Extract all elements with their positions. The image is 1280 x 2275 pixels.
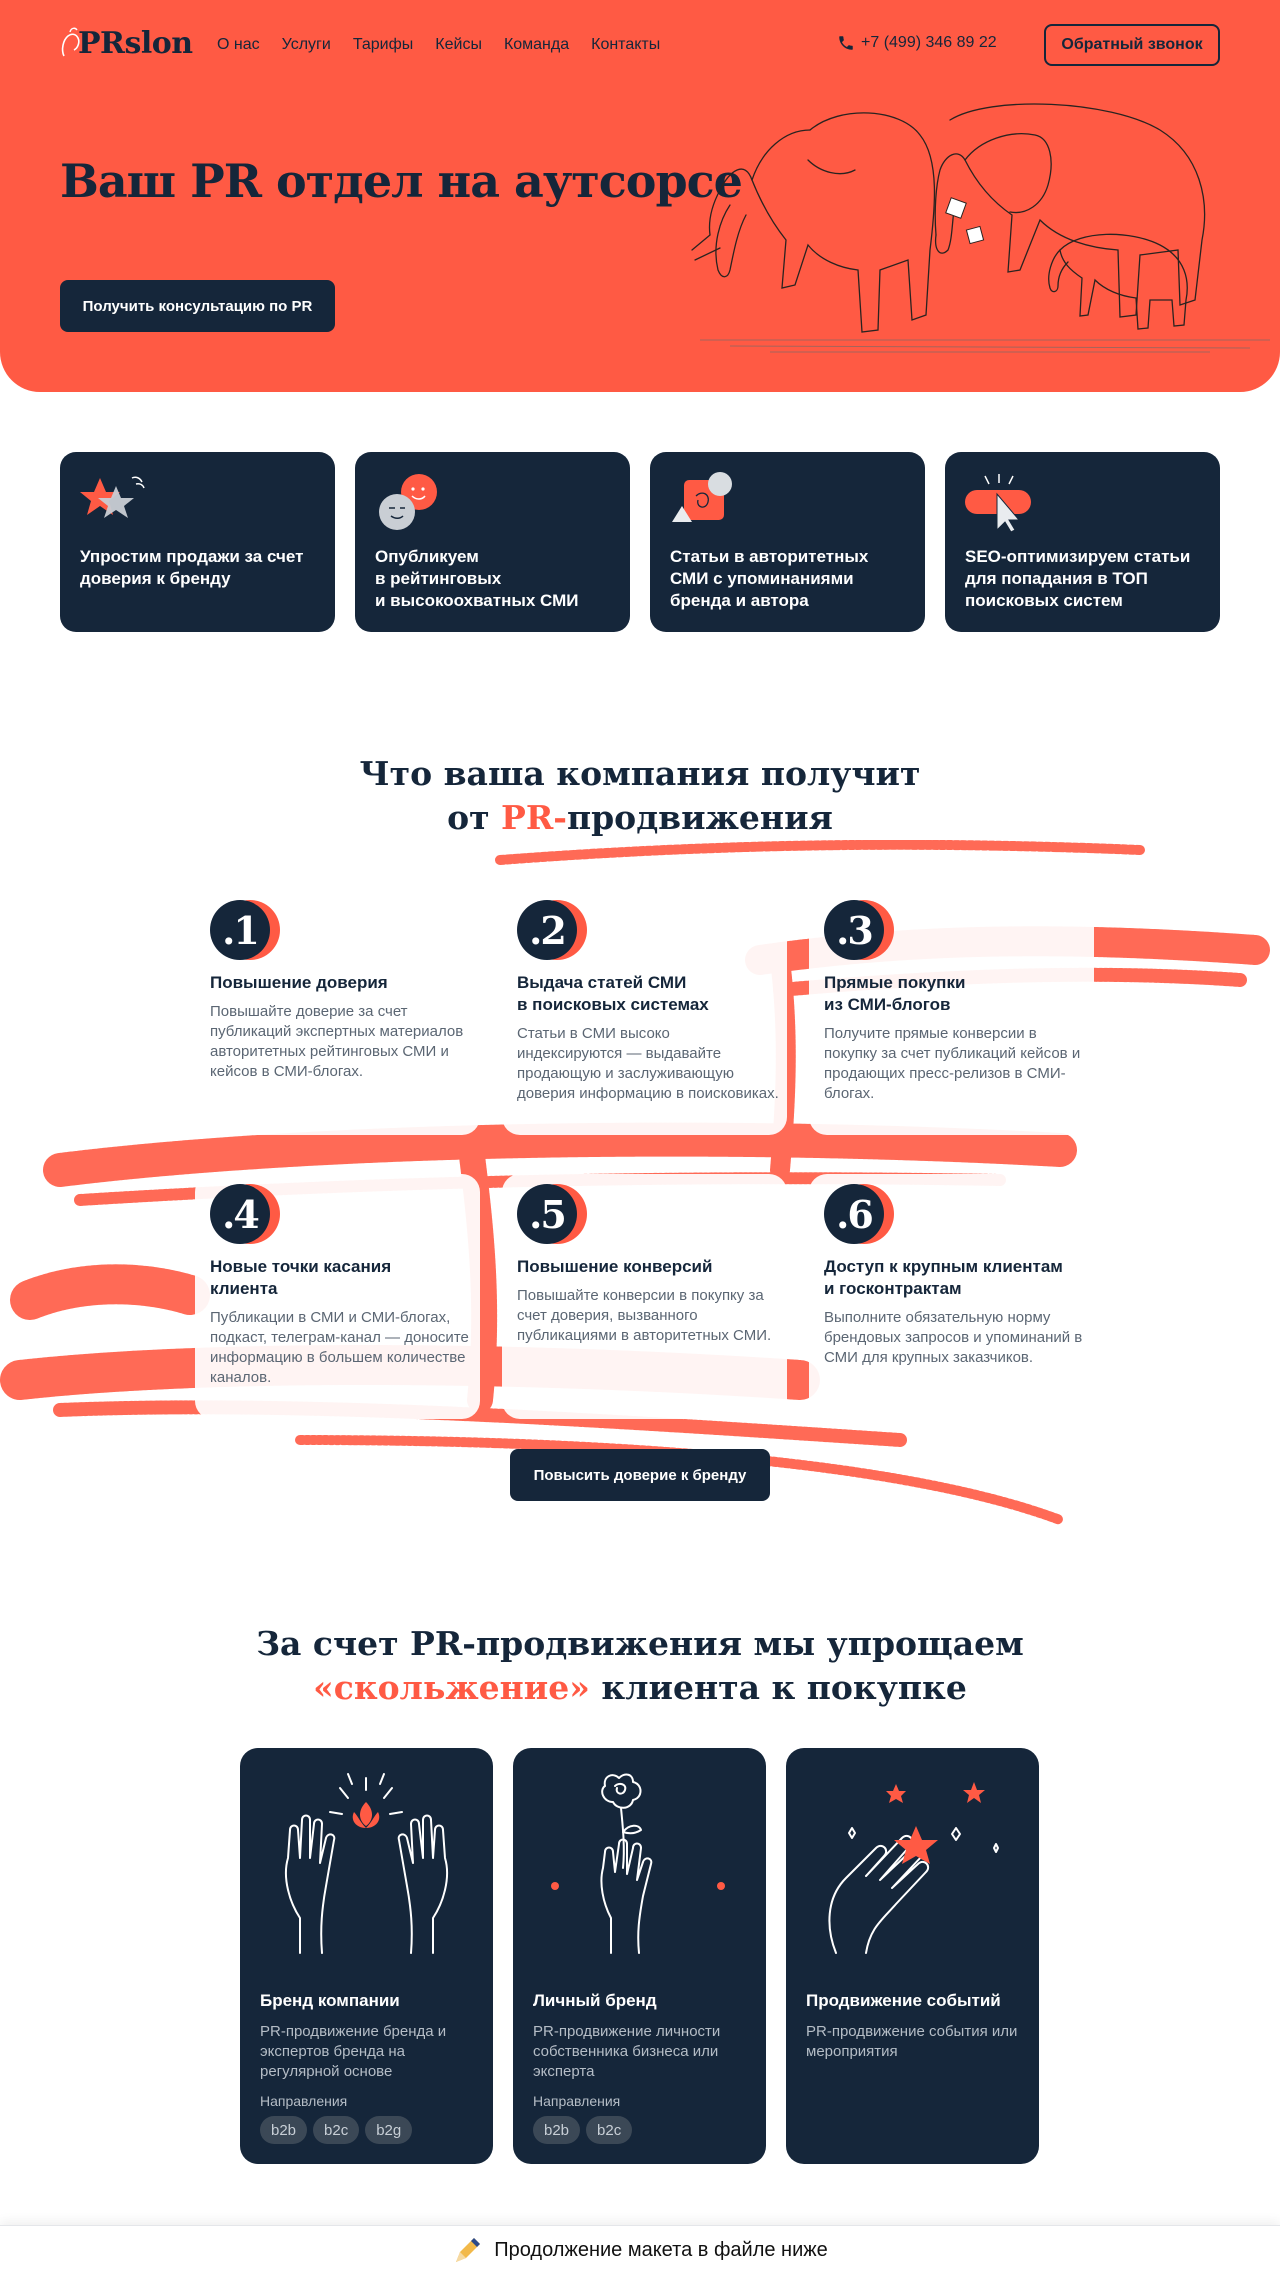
features-row (60, 452, 1220, 632)
feature-card (355, 452, 630, 632)
header-nav (60, 22, 1220, 68)
service-desc: PR-продвижение бренда и экспертов бренда на регулярной основе (260, 2023, 447, 2080)
phone-link[interactable] (837, 34, 997, 52)
cursor-icon (965, 472, 1035, 532)
nav-link-cases[interactable]: Кейсы (435, 36, 482, 53)
nav-links (217, 36, 660, 54)
pencil-icon (452, 2236, 482, 2266)
benefit-text: Публикации в СМИ и СМИ-блогах, подкаст, телеграм-канал — доносите информацию в большем количестве каналов. (210, 1309, 469, 1386)
hand-stars-icon (806, 1768, 1019, 1958)
benefits-title-post: продвижения (566, 798, 833, 837)
services-title-accent: «скольжение» (313, 1668, 590, 1707)
benefits-grid (195, 890, 1095, 1410)
logo[interactable]: PRslon (78, 26, 193, 61)
benefit-title: Доступ к крупным клиентам и госконтрактам (824, 1257, 1063, 1298)
services-title-line1: За счет PR-продвижения мы упрощаем (256, 1624, 1024, 1663)
benefit-text: Повышайте конверсии в покупку за счет доверия, вызванного публикациями в авторитетных СМИ. (517, 1287, 772, 1344)
service-card-company-brand[interactable] (240, 1748, 493, 2164)
benefits-title-pre: от (447, 798, 502, 837)
chips-row (533, 2116, 632, 2144)
continuation-text: Продолжение макета в файле ниже (494, 2239, 828, 2261)
benefit-title: Повышение конверсий (517, 1257, 713, 1276)
hand-rose-icon (533, 1768, 746, 1958)
feature-card (60, 452, 335, 632)
number-badge: .1 (210, 900, 282, 960)
services-title-post: клиента к покупке (589, 1668, 967, 1707)
benefit-text: Выполните обязательную норму брендовых запросов и упоминаний в СМИ для крупных заказчиков. (824, 1309, 1083, 1366)
nav-link-team[interactable]: Команда (503, 36, 570, 53)
service-title: Личный бренд (533, 1991, 657, 2010)
benefit-title: Новые точки касания клиента (210, 1257, 392, 1298)
number-badge: .2 (517, 900, 589, 960)
services-row (240, 1748, 1040, 2164)
number-badge: .6 (824, 1184, 896, 1244)
directions-label: Направления (533, 2093, 621, 2109)
consultation-button[interactable]: Получить консультацию по PR (60, 280, 335, 332)
chip-b2b: b2b (533, 2116, 580, 2144)
chip-b2c: b2c (586, 2116, 632, 2144)
hands-lotus-icon (260, 1768, 473, 1958)
number-badge: .3 (824, 900, 896, 960)
feature-text: SEO-оптимизируем статьи для попадания в ТОП поисковых систем (965, 547, 1191, 610)
chip-b2g: b2g (365, 2116, 412, 2144)
increase-trust-button[interactable]: Повысить доверие к бренду (510, 1449, 770, 1501)
elephants-illustration (690, 100, 1280, 440)
shapes-icon (670, 472, 740, 532)
nav-link-contacts[interactable]: Контакты (591, 36, 661, 53)
service-desc: PR-продвижение события или мероприятия (806, 2023, 1018, 2060)
feature-card (945, 452, 1220, 632)
nav-link-pricing[interactable]: Тарифы (352, 36, 414, 53)
faces-icon (375, 472, 445, 532)
service-title: Продвижение событий (806, 1991, 1001, 2010)
hero-title: Ваш PR отдел на аутсорсе (60, 154, 742, 208)
feature-text: Статьи в авторитетных СМИ с упоминаниями бренда и автора (670, 547, 869, 610)
benefit-card (809, 1174, 1094, 1419)
benefit-text: Получите прямые конверсии в покупку за счет публикаций кейсов и продающих пресс-релизов в СМИ-блогах. (824, 1025, 1081, 1102)
service-desc: PR-продвижение личности собственника бизнеса или эксперта (533, 2023, 721, 2080)
benefit-card (502, 890, 787, 1135)
number-badge: .5 (517, 1184, 589, 1244)
benefit-text: Повышайте доверие за счет публикаций экспертных материалов авторитетных рейтинговых СМИ и кейсов в СМИ-блогах. (210, 1003, 464, 1080)
benefits-title-line1: Что ваша компания получит (359, 754, 921, 793)
directions-label: Направления (260, 2093, 348, 2109)
feature-text: Упростим продажи за счет доверия к бренду (80, 547, 304, 588)
callback-button[interactable]: Обратный звонок (1044, 24, 1220, 66)
star-icon (80, 472, 150, 532)
benefits-title-accent: PR- (501, 798, 567, 837)
number-badge: .4 (210, 1184, 282, 1244)
chips-row (260, 2116, 412, 2144)
feature-card (650, 452, 925, 632)
continuation-banner (0, 2225, 1280, 2275)
benefit-text: Статьи в СМИ высоко индексируются — выдавайте продающую и заслуживающую доверия информацию в поисковиках. (517, 1025, 779, 1102)
benefit-title: Выдача статей СМИ в поисковых системах (517, 973, 709, 1014)
nav-link-services[interactable]: Услуги (281, 36, 331, 53)
service-title: Бренд компании (260, 1991, 400, 2010)
benefit-title: Прямые покупки из СМИ-блогов (824, 973, 966, 1014)
nav-link-about[interactable]: О нас (217, 36, 260, 53)
benefits-title (0, 752, 1280, 840)
benefit-card (195, 890, 480, 1135)
benefit-card (809, 890, 1094, 1135)
chip-b2b: b2b (260, 2116, 307, 2144)
chip-b2c: b2c (313, 2116, 359, 2144)
phone-icon (837, 34, 855, 52)
service-card-personal-brand[interactable] (513, 1748, 766, 2164)
benefit-card (502, 1174, 787, 1419)
phone-number: +7 (499) 346 89 22 (861, 34, 997, 51)
benefit-card (195, 1174, 480, 1419)
services-title (0, 1622, 1280, 1710)
service-card-events[interactable] (786, 1748, 1039, 2164)
benefit-title: Повышение доверия (210, 973, 388, 992)
feature-text: Опубликуем в рейтинговых и высокоохватных СМИ (375, 547, 579, 610)
